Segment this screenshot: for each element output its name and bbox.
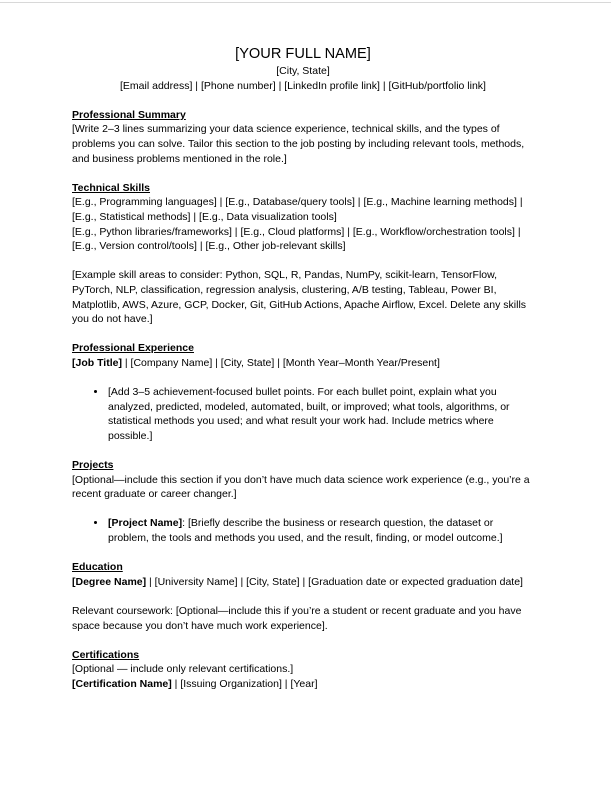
projects-note[interactable]: [Optional—include this section if you don’t have much data science work experience (e.g., you’re a recent graduate or career changer.] — [72, 473, 530, 501]
summary-heading[interactable]: Professional Summary — [72, 108, 186, 121]
certification-line[interactable] — [72, 677, 534, 692]
experience-heading[interactable]: Professional Experience — [72, 342, 194, 355]
education-section — [72, 560, 534, 633]
project-name: [Project Name] — [108, 517, 183, 530]
education-heading[interactable]: Education — [72, 561, 123, 574]
skills-line-2[interactable]: [E.g., Python libraries/frameworks] | [E.g., Cloud platforms] | [E.g., Workflow/orchestration tools] | [E.g., Version control/tools] | [E.g., Other job-relevant skills] — [72, 225, 521, 253]
projects-heading[interactable]: Projects — [72, 459, 114, 472]
top-divider — [0, 2, 611, 3]
skills-heading[interactable]: Technical Skills — [72, 181, 151, 194]
certifications-section — [72, 648, 534, 692]
coursework[interactable]: Relevant coursework: [Optional—include this if you’re a student or recent graduate and you have space because you don’t have much work experience]. — [72, 604, 522, 632]
projects-section — [72, 458, 534, 546]
job-line[interactable] — [72, 356, 534, 371]
certifications-heading[interactable]: Certifications — [72, 648, 140, 661]
job-title: [Job Title] — [72, 356, 122, 369]
resume-header — [72, 45, 534, 93]
certifications-note[interactable]: [Optional — include only relevant certifications.] — [72, 663, 294, 676]
certification-details: | [Issuing Organization] | [Year] — [171, 677, 318, 690]
skills-example[interactable]: [Example skill areas to consider: Python, SQL, R, Pandas, NumPy, scikit-learn, TensorFlow, PyTorch, NLP, classification, regression analysis, clustering, A/B testing, Tableau, Power BI, Matplotlib, AWS, Azure, GCP, Docker, Git, GitHub Actions, Apache Airflow, Excel. Delete any skills you do not have.] — [72, 269, 527, 326]
location[interactable]: [City, State] — [276, 65, 330, 77]
project-bullet[interactable] — [107, 516, 534, 545]
summary-text[interactable]: [Write 2–3 lines summarizing your data science experience, technical skills, and the types of problems you can solve. Tailor this section to the job posting by including relevant tools, methods, and business problems mentioned in the role.] — [72, 123, 525, 165]
project-description: : [Briefly describe the business or research question, the dataset or problem, the tools and methods you used, and the result, finding, or model outcome.] — [108, 517, 503, 544]
skills-line-1[interactable]: [E.g., Programming languages] | [E.g., Database/query tools] | [E.g., Machine learning methods] | [E.g., Statistical methods] | [E.g., Data visualization tools] — [72, 196, 523, 223]
project-bullets — [72, 516, 534, 545]
job-details: | [Company Name] | [City, State] | [Month Year–Month Year/Present] — [121, 356, 440, 369]
degree-name: [Degree Name] — [72, 575, 147, 588]
resume-content — [72, 45, 534, 692]
full-name[interactable]: [YOUR FULL NAME] — [235, 46, 371, 62]
contact-line[interactable]: [Email address] | [Phone number] | [LinkedIn profile link] | [GitHub/portfolio link] — [120, 79, 486, 92]
experience-section — [72, 341, 534, 443]
skills-section — [72, 181, 534, 327]
certification-name: [Certification Name] — [72, 677, 172, 690]
degree-line[interactable] — [72, 575, 534, 590]
summary-section — [72, 108, 534, 166]
experience-bullets — [72, 385, 534, 443]
degree-details: | [University Name] | [City, State] | [Graduation date or expected graduation date] — [146, 575, 523, 588]
experience-bullet[interactable]: • [Add 3–5 achievement-focused bullet points. For each bullet point, explain what you analyzed, predicted, modeled, automated, built, or improved; what tools, algorithms, or statistical methods you used; and what result your work had. Include metrics where possible.] — [107, 385, 534, 443]
